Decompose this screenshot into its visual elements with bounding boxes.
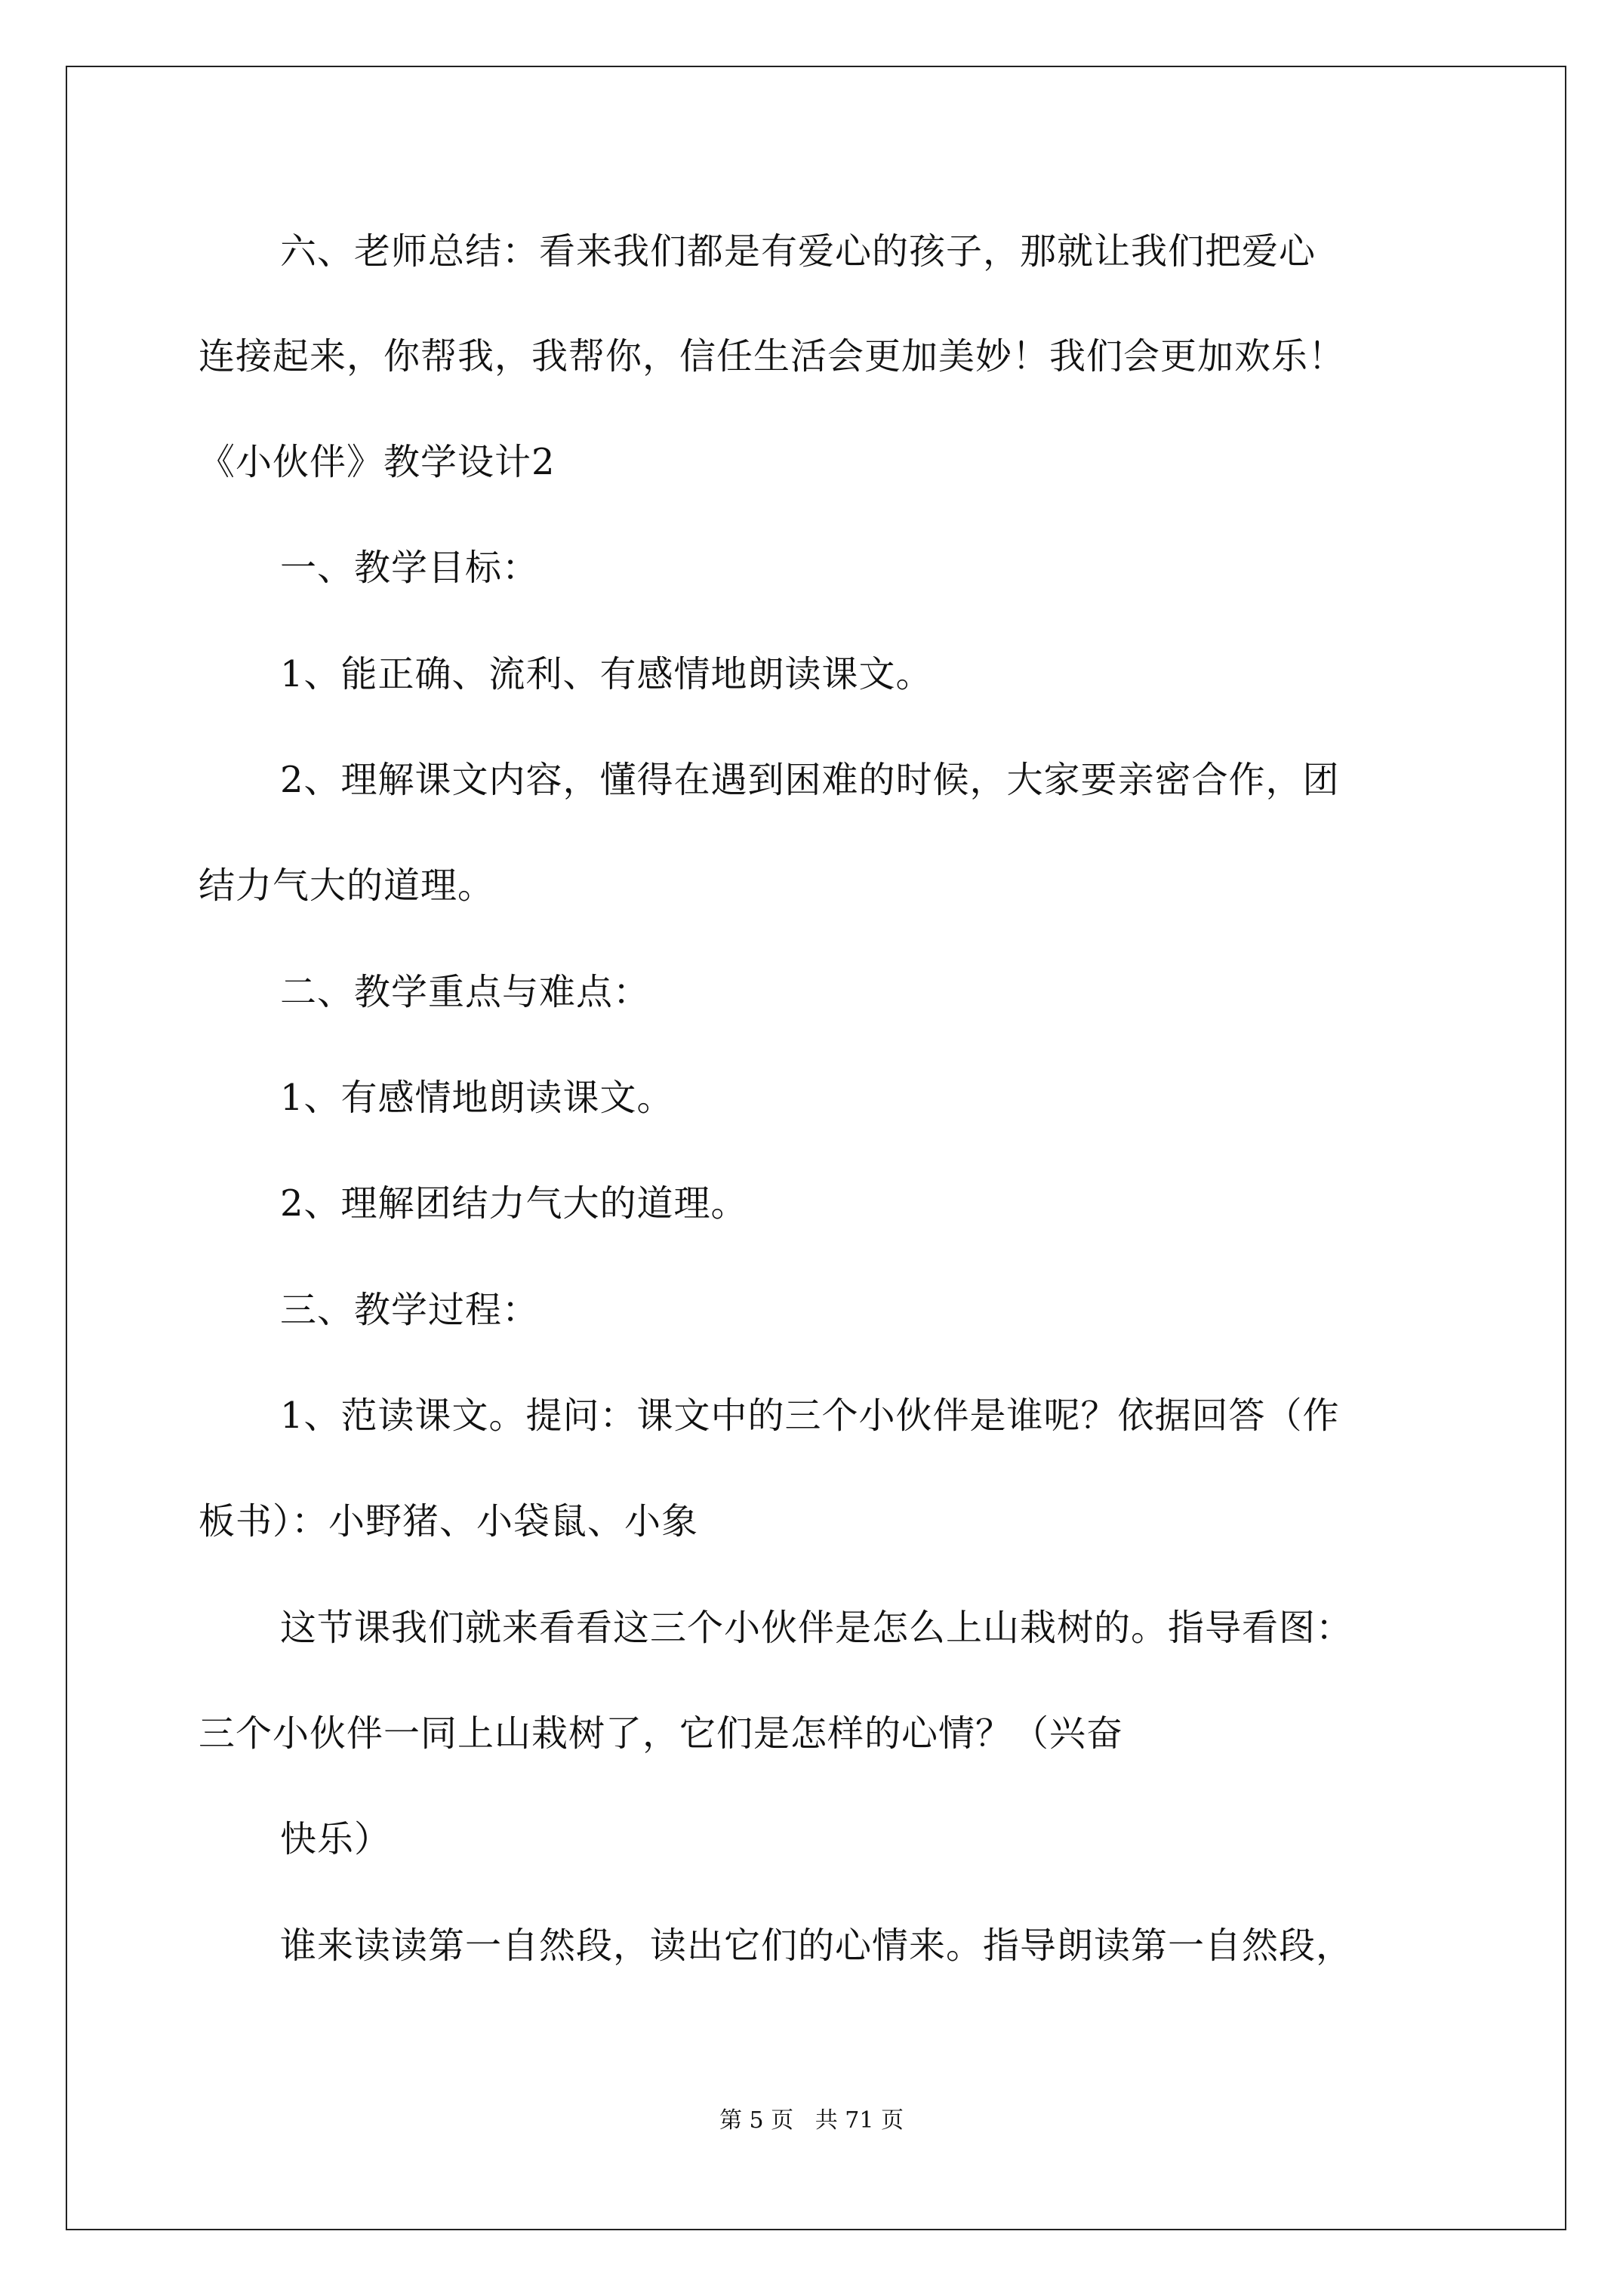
paragraph-line: 连接起来，你帮我，我帮你，信任生活会更加美妙！我们会更加欢乐！: [199, 335, 1346, 378]
heading-line: 一、教学目标：: [280, 547, 540, 589]
paragraph-line: 板书）：小野猪、小袋鼠、小象: [199, 1500, 699, 1542]
page-border: [66, 66, 1566, 2230]
paragraph-line: 这节课我们就来看看这三个小伙伴是怎么上山栽树的。指导看图：: [280, 1607, 1354, 1649]
paragraph-line: 六、老师总结：看来我们都是有爱心的孩子，那就让我们把爱心: [280, 230, 1317, 273]
page-number-footer: 第 5 页 共 71 页: [719, 2107, 904, 2134]
list-item: 1、能正确、流利、有感情地朗读课文。: [280, 653, 933, 695]
heading-line: 二、教学重点与难点：: [280, 971, 651, 1013]
list-item: 2、理解课文内容，懂得在遇到困难的时候，大家要亲密合作，团: [280, 759, 1340, 801]
list-item: 2、理解团结力气大的道理。: [280, 1182, 748, 1225]
paragraph-line: 三个小伙伴一同上山栽树了，它们是怎样的心情？（兴奋: [199, 1712, 1124, 1755]
heading-line: 三、教学过程：: [280, 1289, 540, 1331]
section-title: 《小伙伴》教学设计2: [199, 441, 556, 483]
paragraph-line: 结力气大的道理。: [199, 864, 495, 907]
paragraph-line: 谁来读读第一自然段，读出它们的心情来。指导朗读第一自然段，: [280, 1925, 1354, 1967]
paragraph-line: 快乐）: [280, 1818, 392, 1860]
list-item: 1、有感情地朗读课文。: [280, 1077, 674, 1119]
list-item: 1、范读课文。提问：课文中的三个小伙伴是谁呢？依据回答（作: [280, 1395, 1340, 1437]
